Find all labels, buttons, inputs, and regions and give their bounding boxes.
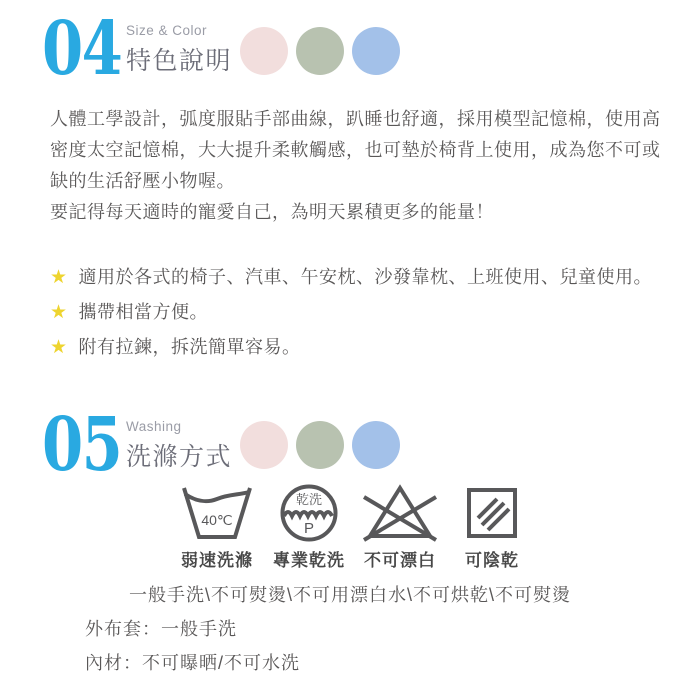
color-swatch-green: [296, 27, 344, 75]
color-swatch-pink: [240, 421, 288, 469]
paragraph-line: 缺的生活舒壓小物喔。: [50, 171, 235, 191]
section-number-05: 05: [42, 402, 122, 488]
section-05-title: 洗滌方式: [126, 443, 233, 471]
care-label: 不可漂白: [364, 551, 436, 570]
bullet-text: 附有拉鍊，拆洗簡單容易。: [78, 337, 301, 357]
care-label: 專業乾洗: [273, 551, 345, 570]
paragraph-line: 密度太空記憶棉，大大提升柔軟觸感，也可墊於椅背上使用，成為您不可或: [50, 140, 661, 160]
washing-note-inner: 內材：不可曝晒/不可水洗: [85, 653, 300, 673]
svg-text:40℃: 40℃: [201, 512, 233, 528]
section-04-subtitle: Size & Color: [126, 23, 208, 38]
paragraph-line: 要記得每天適時的寵愛自己，為明天累積更多的能量！: [50, 202, 494, 222]
no-bleach-icon: [355, 483, 445, 543]
bullet-text: 攜帶相當方便。: [78, 302, 209, 322]
care-item-no-bleach: [355, 483, 445, 571]
svg-text:P: P: [303, 520, 315, 537]
color-swatch-green: [296, 421, 344, 469]
color-swatch-pink: [240, 27, 288, 75]
hand-wash-40-icon: [172, 483, 262, 543]
care-item-shade-dry: [455, 483, 529, 571]
color-swatch-blue: [352, 421, 400, 469]
washing-summary-line: 一般手洗\不可熨燙\不可用漂白水\不可烘乾\不可熨燙: [128, 585, 571, 605]
care-label: 弱速洗滌: [181, 551, 253, 570]
feature-paragraph: [50, 104, 670, 228]
feature-bullet-list: [50, 260, 680, 365]
color-swatch-blue: [352, 27, 400, 75]
bullet-text: 適用於各式的椅子、汽車、午安枕、沙發靠枕、上班使用、兒童使用。: [78, 267, 653, 287]
list-item: [50, 260, 680, 295]
star-icon: ★: [50, 302, 68, 323]
list-item: [50, 295, 680, 330]
care-item-hand-wash: [172, 483, 262, 571]
care-item-dry-clean: [272, 483, 346, 571]
star-icon: ★: [50, 337, 68, 358]
star-icon: ★: [50, 267, 68, 288]
svg-text:乾洗: 乾洗: [295, 492, 323, 507]
list-item: [50, 330, 680, 365]
dry-clean-p-icon: [272, 483, 346, 543]
section-04-title: 特色說明: [126, 47, 233, 75]
washing-note-outer: 外布套：一般手洗: [85, 619, 237, 639]
section-05-subtitle: Washing: [126, 419, 182, 434]
care-label: 可陰乾: [465, 551, 519, 570]
shade-dry-icon: [455, 483, 529, 543]
section-number-04: 04: [42, 6, 122, 92]
paragraph-line: 人體工學設計，弧度服貼手部曲線，趴睡也舒適，採用模型記憶棉，使用高: [50, 109, 661, 129]
